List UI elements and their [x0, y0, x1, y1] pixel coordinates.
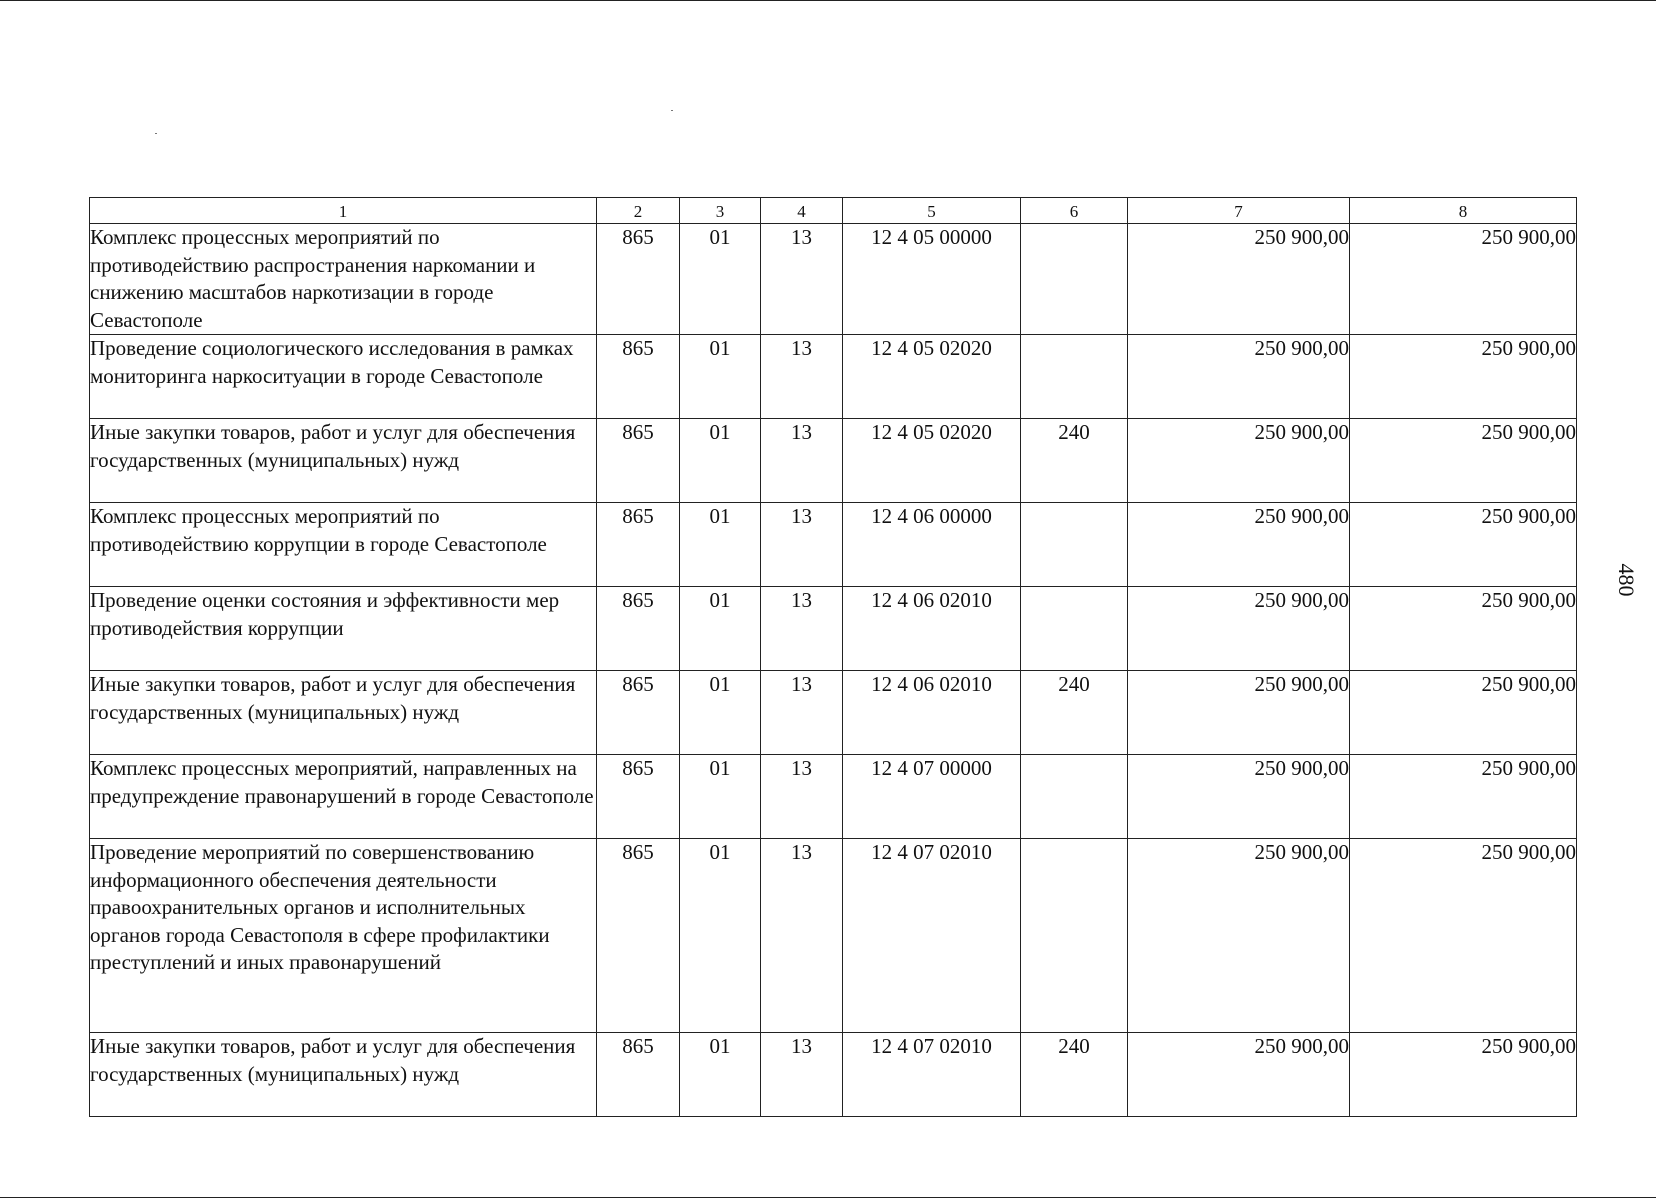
table-row: [90, 839, 1577, 1033]
row-col7: 250 900,00: [1128, 671, 1350, 755]
row-col3: 01: [680, 503, 761, 587]
row-name: Комплекс процессных мероприятий по противодействию коррупции в городе Севастополе: [90, 503, 597, 587]
table-row: [90, 335, 1577, 419]
row-name: Проведение оценки состояния и эффективности мер противодействия коррупции: [90, 587, 597, 671]
row-col7: 250 900,00: [1128, 587, 1350, 671]
row-col7: 250 900,00: [1128, 839, 1350, 1033]
header-col-5: 5: [843, 198, 1021, 224]
row-name: Иные закупки товаров, работ и услуг для обеспечения государственных (муниципальных) нужд: [90, 1033, 597, 1117]
row-col3: 01: [680, 839, 761, 1033]
row-name: Иные закупки товаров, работ и услуг для обеспечения государственных (муниципальных) нужд: [90, 419, 597, 503]
table-row: [90, 587, 1577, 671]
row-col8: 250 900,00: [1350, 224, 1577, 335]
row-col7: 250 900,00: [1128, 1033, 1350, 1117]
row-col8: 250 900,00: [1350, 503, 1577, 587]
row-name: Комплекс процессных мероприятий по противодействию распространения наркомании и снижению масштабов наркотизации в городе Севастополе: [90, 224, 597, 335]
row-col4: 13: [761, 755, 843, 839]
row-col7: 250 900,00: [1128, 335, 1350, 419]
row-col6: 240: [1021, 1033, 1128, 1117]
row-col4: 13: [761, 839, 843, 1033]
header-col-4: 4: [761, 198, 843, 224]
row-col8: 250 900,00: [1350, 587, 1577, 671]
row-name: Проведение мероприятий по совершенствованию информационного обеспечения деятельности правоохранительных органов и исполнительных органов города Севастополя в сфере профилактики преступлений и иных правонарушений: [90, 839, 597, 1033]
row-col8: 250 900,00: [1350, 839, 1577, 1033]
header-row: [90, 198, 1577, 224]
row-col6: 240: [1021, 671, 1128, 755]
row-col3: 01: [680, 224, 761, 335]
table-row: [90, 755, 1577, 839]
header-col-8: 8: [1350, 198, 1577, 224]
row-col7: 250 900,00: [1128, 419, 1350, 503]
row-col4: 13: [761, 587, 843, 671]
row-col4: 13: [761, 671, 843, 755]
row-col7: 250 900,00: [1128, 224, 1350, 335]
table-row: [90, 419, 1577, 503]
row-col6: [1021, 503, 1128, 587]
scan-speck: [155, 133, 157, 134]
row-col8: 250 900,00: [1350, 419, 1577, 503]
row-col2: 865: [597, 755, 680, 839]
header-col-3: 3: [680, 198, 761, 224]
row-col6: [1021, 839, 1128, 1033]
header-col-2: 2: [597, 198, 680, 224]
row-col3: 01: [680, 335, 761, 419]
row-col5: 12 4 06 00000: [843, 503, 1021, 587]
row-col2: 865: [597, 335, 680, 419]
row-col8: 250 900,00: [1350, 671, 1577, 755]
row-col5: 12 4 06 02010: [843, 671, 1021, 755]
row-col2: 865: [597, 419, 680, 503]
row-name: Проведение социологического исследования в рамках мониторинга наркоситуации в городе Севастополе: [90, 335, 597, 419]
row-col2: 865: [597, 224, 680, 335]
header-col-1: 1: [90, 198, 597, 224]
page-number: 480: [1614, 563, 1639, 597]
row-col6: 240: [1021, 419, 1128, 503]
row-name: Иные закупки товаров, работ и услуг для обеспечения государственных (муниципальных) нужд: [90, 671, 597, 755]
row-col8: 250 900,00: [1350, 1033, 1577, 1117]
row-col2: 865: [597, 671, 680, 755]
row-col3: 01: [680, 1033, 761, 1117]
row-col5: 12 4 06 02010: [843, 587, 1021, 671]
row-col4: 13: [761, 335, 843, 419]
table-row: [90, 1033, 1577, 1117]
row-col6: [1021, 587, 1128, 671]
row-col8: 250 900,00: [1350, 335, 1577, 419]
table-row: [90, 503, 1577, 587]
row-col3: 01: [680, 755, 761, 839]
header-col-6: 6: [1021, 198, 1128, 224]
row-col6: [1021, 335, 1128, 419]
row-col4: 13: [761, 224, 843, 335]
row-col5: 12 4 07 02010: [843, 839, 1021, 1033]
row-col3: 01: [680, 671, 761, 755]
row-col5: 12 4 05 02020: [843, 335, 1021, 419]
row-name: Комплекс процессных мероприятий, направленных на предупреждение правонарушений в городе Севастополе: [90, 755, 597, 839]
row-col3: 01: [680, 587, 761, 671]
row-col7: 250 900,00: [1128, 503, 1350, 587]
row-col2: 865: [597, 839, 680, 1033]
table-row: [90, 224, 1577, 335]
row-col4: 13: [761, 1033, 843, 1117]
row-col5: 12 4 07 00000: [843, 755, 1021, 839]
row-col5: 12 4 05 02020: [843, 419, 1021, 503]
row-col7: 250 900,00: [1128, 755, 1350, 839]
row-col2: 865: [597, 587, 680, 671]
row-col6: [1021, 224, 1128, 335]
scan-speck: [671, 110, 673, 111]
table-row: [90, 671, 1577, 755]
row-col6: [1021, 755, 1128, 839]
row-col5: 12 4 05 00000: [843, 224, 1021, 335]
row-col3: 01: [680, 419, 761, 503]
row-col5: 12 4 07 02010: [843, 1033, 1021, 1117]
row-col2: 865: [597, 1033, 680, 1117]
row-col8: 250 900,00: [1350, 755, 1577, 839]
budget-table: [89, 197, 1577, 1117]
row-col4: 13: [761, 503, 843, 587]
header-col-7: 7: [1128, 198, 1350, 224]
row-col2: 865: [597, 503, 680, 587]
row-col4: 13: [761, 419, 843, 503]
